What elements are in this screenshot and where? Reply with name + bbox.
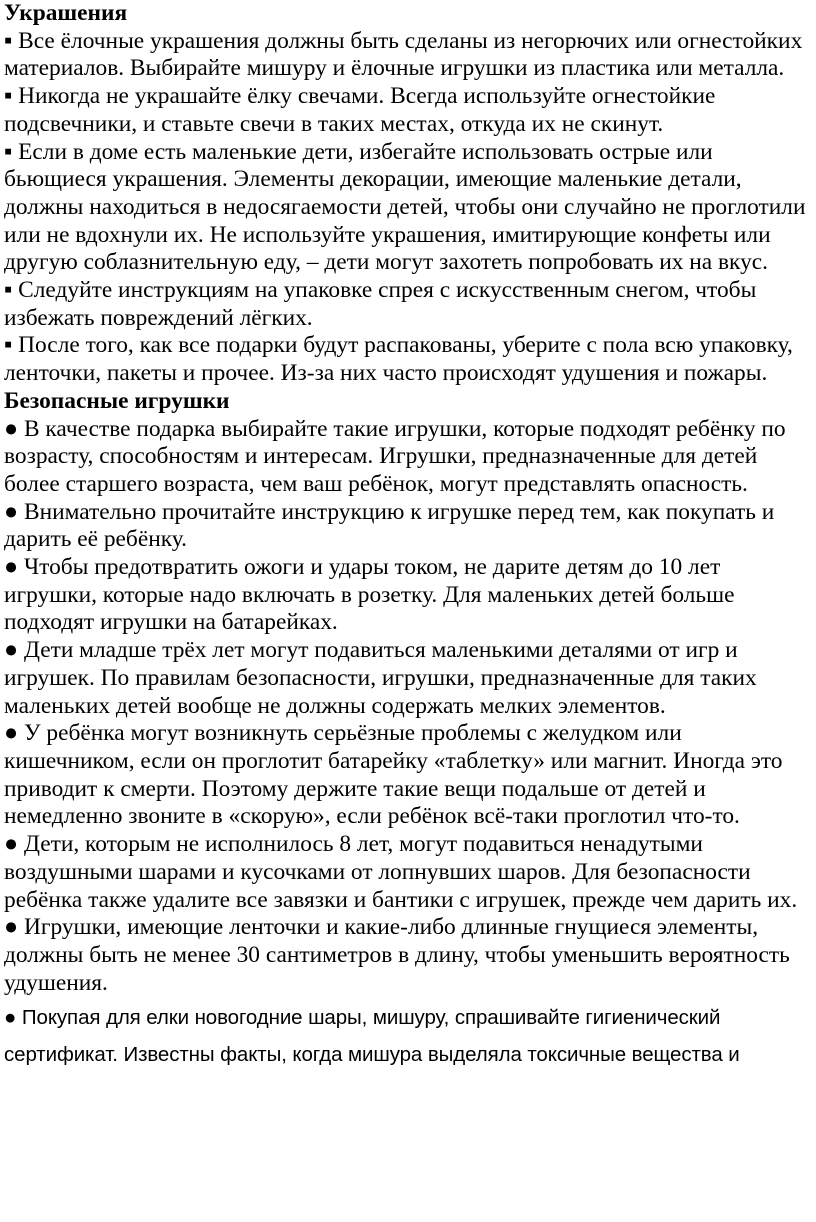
toys-item-2: ● Внимательно прочитайте инструкцию к игрушке перед тем, как покупать и дарить её ребёнку.	[4, 498, 775, 553]
decorations-item-1: ▪ Все ёлочные украшения должны быть сделаны из негорючих или огнестойких материалов. Выбирайте мишуру и ёлочные игрушки из пластика или металла.	[4, 27, 803, 82]
toys-item-8: ● Покупая для елки новогодние шары, мишуру, спрашивайте гигиенический сертификат. Известны факты, когда мишура выделяла токсичные вещества и	[4, 1006, 740, 1067]
document-page	[4, 0, 810, 1073]
decorations-item-4: ▪ Следуйте инструкциям на упаковке спрея с искусственным снегом, чтобы избежать повреждений лёгких.	[4, 277, 757, 331]
toys-item-7: ● Игрушки, имеющие ленточки и какие-либо длинные гнущиеся элементы, должны быть не менее 30 сантиметров в длину, чтобы уменьшить вероятность удушения.	[4, 914, 790, 996]
section-heading-decorations: Украшения	[4, 0, 128, 26]
toys-item-4: ● Дети младше трёх лет могут подавиться маленькими деталями от игр и игрушек. По правилам безопасности, игрушки, предназначенные для таких маленьких детей вообще не должны содержать мелких элементов.	[4, 637, 757, 719]
decorations-item-2: ▪ Никогда не украшайте ёлку свечами. Всегда используйте огнестойкие подсвечники, и ставьте свечи в таких местах, откуда их не скинут.	[4, 83, 716, 137]
toys-item-6: ● Дети, которым не исполнилось 8 лет, могут подавиться ненадутыми воздушными шарами и кусочками от лопнувших шаров. Для безопасности ребёнка также удалите все завязки и бантики с игрушек, прежде чем дарить их.	[4, 831, 798, 913]
section-heading-safe-toys: Безопасные игрушки	[4, 387, 230, 414]
decorations-item-5: ▪ После того, как все подарки будут распакованы, уберите с пола всю упаковку, ленточки, пакеты и прочее. Из-за них часто происходят удушения и пожары.	[4, 332, 793, 387]
decorations-item-3: ▪ Если в доме есть маленькие дети, избегайте использовать острые или бьющиеся украшения. Элементы декорации, имеющие маленькие детали, должны находиться в недосягаемости детей, чтобы они случайно не проглотили или не вдохнули их. Не используйте украшения, имитирующие конфеты или другую соблазнительную еду, – дети могут захотеть попробовать их на вкус.	[4, 138, 806, 276]
toys-item-5: ● У ребёнка могут возникнуть серьёзные проблемы с желудком или кишечником, если он проглотит батарейку «таблетку» или магнит. Иногда это приводит к смерти. Поэтому держите такие вещи подальше от детей и немедленно звоните в «скорую», если ребёнок всё-таки проглотил что-то.	[4, 720, 783, 830]
toys-item-3: ● Чтобы предотвратить ожоги и удары током, не дарите детям до 10 лет игрушки, которые надо включать в розетку. Для маленьких детей больше подходят игрушки на батарейках.	[4, 554, 735, 636]
toys-item-1: ● В качестве подарка выбирайте такие игрушки, которые подходят ребёнку по возрасту, способностям и интересам. Игрушки, предназначенные для детей более старшего возраста, чем ваш ребёнок, могут представлять опасность.	[4, 415, 786, 497]
